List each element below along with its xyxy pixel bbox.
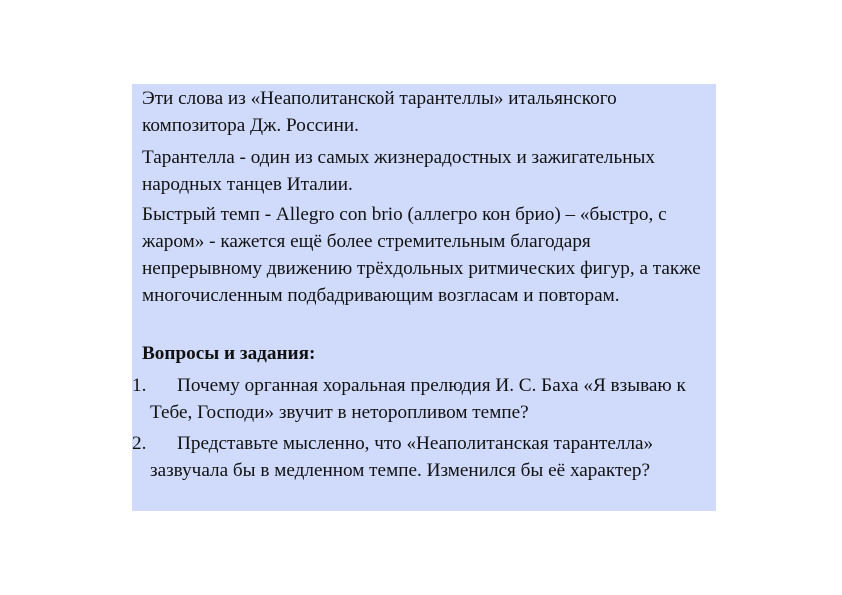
question-number: 2. [132,433,147,454]
paragraph-tempo: Быстрый темп - Allegro con brio (аллегро кон брио) – «быстро, с жаром» - кажется ещё более стремительным благодаря непрерывному движению трёхдольных ритмических фигур, а также многочисленным подбадривающим возгласам и повторам. [142,204,701,306]
question-item [132,372,716,426]
paragraph-tarantella: Тарантелла - один из самых жизнерадостных и зажигательных народных танцев Италии. [142,147,656,195]
question-text: Почему органная хоральная прелюдия И. С. Баха «Я взываю к Тебе, Господи» звучит в неторопливом темпе? [150,375,686,423]
paragraph-rossini: Эти слова из «Неаполитанской тарантеллы» итальянского композитора Дж. Россини. [142,88,617,136]
question-number: 1. [132,375,147,396]
question-item [132,430,716,484]
text-panel [132,84,716,511]
questions-heading: Вопросы и задания: [142,343,316,364]
question-text: Представьте мысленно, что «Неаполитанская тарантелла» зазвучала бы в медленном темпе. Изменился бы её характер? [150,433,654,481]
